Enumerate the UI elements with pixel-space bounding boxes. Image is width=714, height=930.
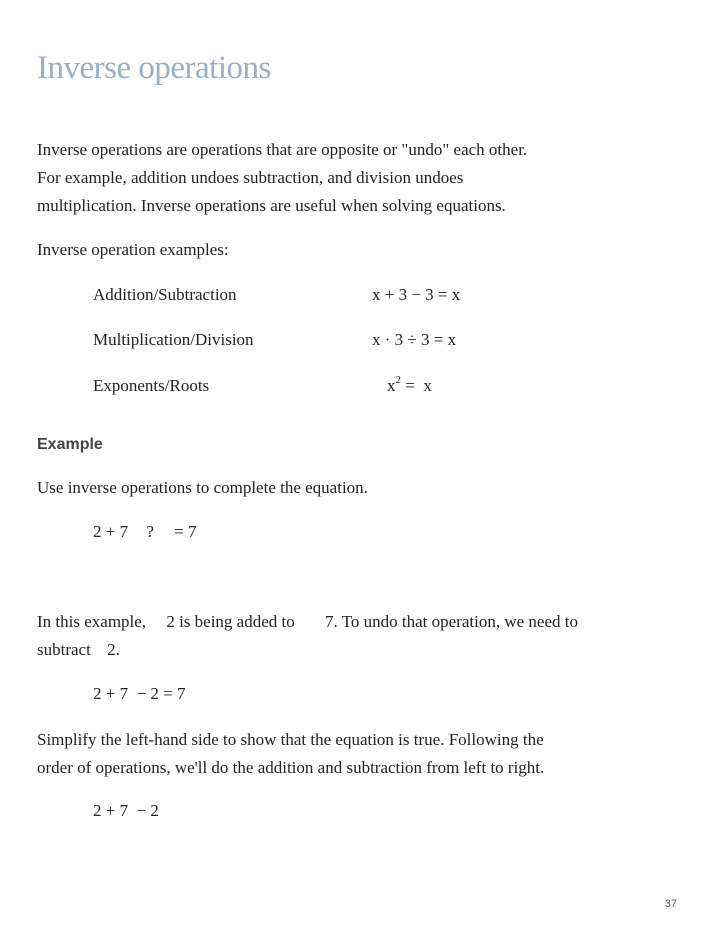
examples-label: Inverse operation examples: xyxy=(37,240,229,259)
exponent-base: x xyxy=(387,376,396,395)
explanation-num-2: 7. xyxy=(324,612,338,631)
simplify-line-1: Simplify the left-hand side to show that the equation is true. Following the xyxy=(37,730,544,749)
intro-line-2: For example, addition undoes subtraction, and division undoes xyxy=(37,168,464,187)
explanation-num-1: 2 xyxy=(166,612,175,631)
simplify-line-2: order of operations, we'll do the addition and subtraction from left to right. xyxy=(37,758,545,777)
example-name-exponents: Exponents/Roots xyxy=(93,376,210,395)
explanation-line2-prefix: subtract xyxy=(37,640,91,659)
page-number: 37 xyxy=(664,898,677,910)
problem-right: = 7 xyxy=(174,522,197,541)
example-equation-multiplication: x · 3 ÷ 3 = x xyxy=(372,330,457,349)
problem-unknown: ? xyxy=(146,522,154,541)
explanation-line-2 xyxy=(37,636,120,664)
explanation-part-2: is being added to xyxy=(179,612,295,631)
step-equation: 2 + 7 − 2 xyxy=(93,801,159,820)
intro-line-3: multiplication. Inverse operations are useful when solving equations. xyxy=(37,196,506,215)
example-heading: Example xyxy=(37,436,103,453)
explanation-part-3: To undo that operation, we need to xyxy=(341,612,578,631)
example-name-multiplication: Multiplication/Division xyxy=(93,330,254,349)
instruction-text: Use inverse operations to complete the equation. xyxy=(37,478,368,497)
problem-left: 2 + 7 xyxy=(93,522,129,541)
solution-equation: 2 + 7 − 2 = 7 xyxy=(93,684,186,703)
problem-equation xyxy=(93,522,196,542)
example-name-addition: Addition/Subtraction xyxy=(93,285,237,304)
explanation-part-1: In this example, xyxy=(37,612,147,631)
page-title: Inverse operations xyxy=(37,50,271,86)
explanation-line2-num: 2. xyxy=(107,640,120,659)
example-equation-exponents xyxy=(387,376,432,396)
example-equation-addition: x + 3 − 3 = x xyxy=(372,285,461,304)
exponent-rest: = x xyxy=(401,376,432,395)
intro-line-1: Inverse operations are operations that are opposite or "undo" each other. xyxy=(37,140,528,159)
exponent-power: 2 xyxy=(395,374,401,387)
explanation-line-1 xyxy=(37,608,578,636)
